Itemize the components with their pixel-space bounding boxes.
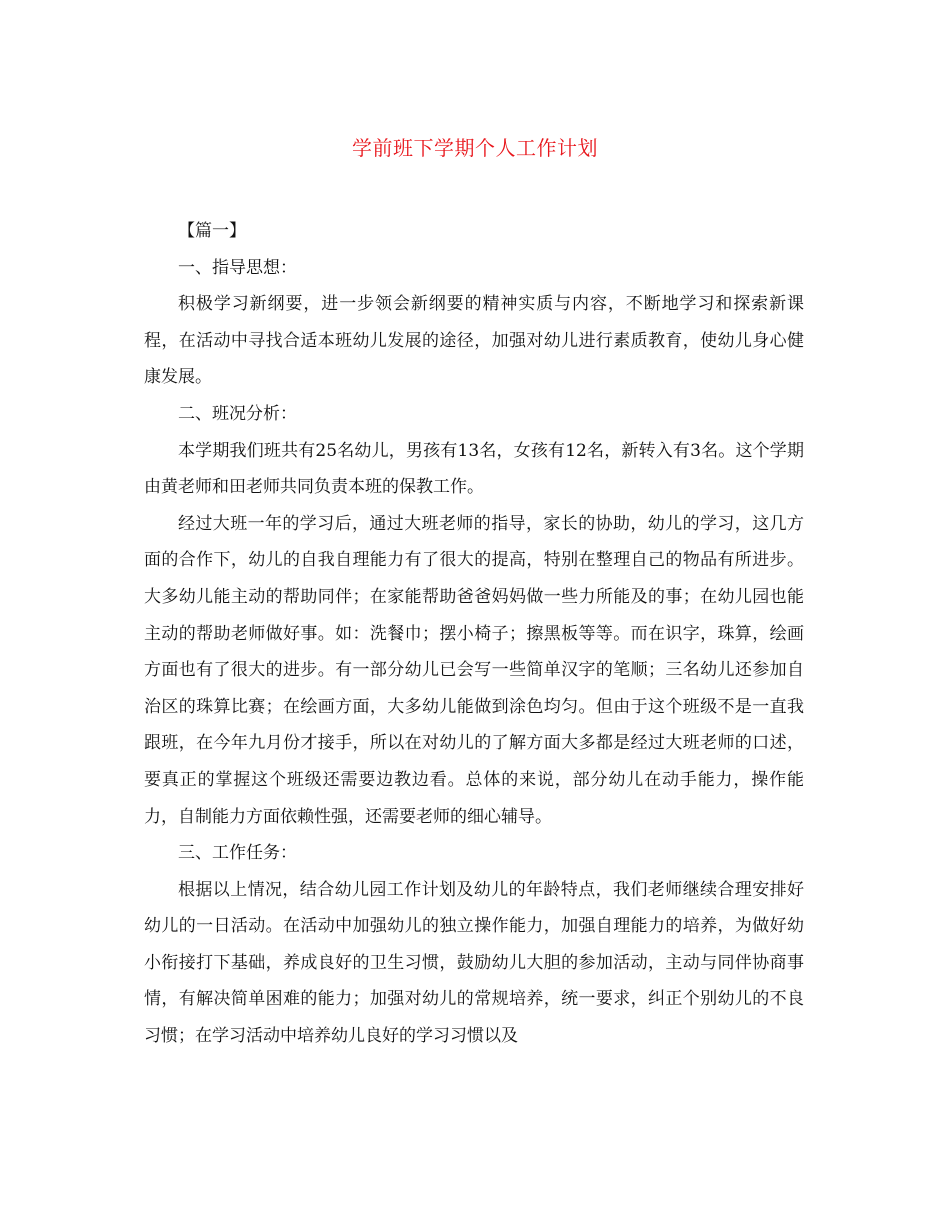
paragraph-work-tasks: 根据以上情况，结合幼儿园工作计划及幼儿的年龄特点，我们老师继续合理安排好幼儿的一日活动。在活动中加强幼儿的独立操作能力，加强自理能力的培养，为做好幼小衔接打下基础，养成良好的卫生习惯，鼓励幼儿大胆的参加活动，主动与同伴协商事情，有解决简单困难的能力；加强对幼儿的常规培养，统一要求，纠正个别幼儿的不良习惯；在学习活动中培养幼儿良好的学习习惯以及	[144, 879, 804, 1047]
section-heading-part-one: 【篇一】	[178, 221, 246, 241]
document-title: 学前班下学期个人工作计划	[352, 136, 598, 160]
section-heading-class-analysis: 二、班况分析：	[178, 403, 297, 424]
paragraph-class-stats: 本学期我们班共有25名幼儿，男孩有13名，女孩有12名，新转入有3名。这个学期由黄老师和田老师共同负责本班的保教工作。	[144, 440, 804, 498]
paragraph-class-progress: 经过大班一年的学习后，通过大班老师的指导，家长的协助，幼儿的学习，这几方面的合作下，幼儿的自我自理能力有了很大的提高，特别在整理自己的物品有所进步。大多幼儿能主动的帮助同伴；在家能帮助爸爸妈妈做一些力所能及的事；在幼儿园也能主动的帮助老师做好事。如：洗餐巾；摆小椅子；擦黑板等等。而在识字，珠算，绘画方面也有了很大的进步。有一部分幼儿已会写一些简单汉字的笔顺；三名幼儿还参加自治区的珠算比赛；在绘画方面，大多幼儿能做到涂色均匀。但由于这个班级不是一直我跟班，在今年九月份才接手，所以在对幼儿的了解方面大多都是经过大班老师的口述，要真正的掌握这个班级还需要边教边看。总体的来说，部分幼儿在动手能力，操作能力，自制能力方面依赖性强，还需要老师的细心辅导。	[144, 513, 804, 827]
section-heading-guiding-thought: 一、指导思想：	[178, 257, 297, 278]
document-body	[144, 213, 804, 1055]
section-heading-work-tasks: 三、工作任务：	[178, 843, 297, 864]
paragraph-guiding-thought: 积极学习新纲要，进一步领会新纲要的精神实质与内容，不断地学习和探索新课程，在活动中寻找合适本班幼儿发展的途径，加强对幼儿进行素质教育，使幼儿身心健康发展。	[144, 294, 804, 388]
